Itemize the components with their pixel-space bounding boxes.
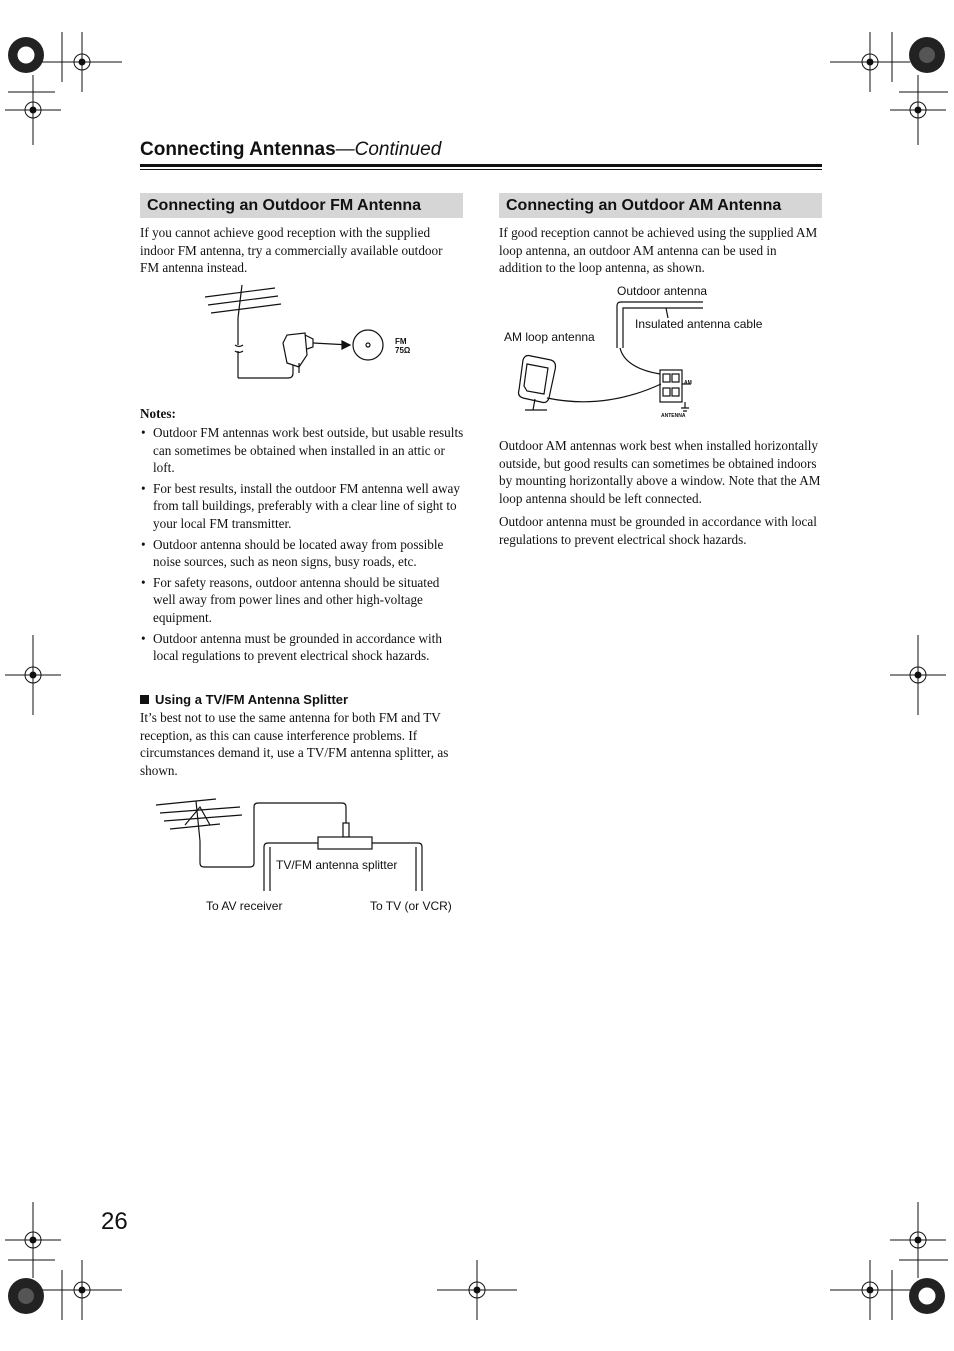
outdoor-antenna-label: Outdoor antenna	[617, 284, 708, 298]
am-paragraph-2: Outdoor antenna must be grounded in accordance with local regulations to prevent electrical shock hazards.	[499, 514, 817, 547]
notes-list	[140, 424, 465, 665]
square-bullet-icon	[140, 695, 149, 704]
to-tv-label: To TV (or VCR)	[370, 899, 452, 913]
note-item: • Outdoor antenna should be located away from possible noise sources, such as neon signs, busy roads, etc.	[140, 536, 465, 571]
notes-block	[140, 406, 465, 668]
title-continued: —Continued	[335, 139, 442, 160]
splitter-label: TV/FM antenna splitter	[276, 858, 398, 872]
fm-terminal-ohm: 75Ω	[395, 346, 411, 355]
splitter-heading-text: Using a TV/FM Antenna Splitter	[155, 692, 349, 707]
terminal-am-label: AM	[684, 380, 692, 386]
fm-antenna-diagram	[195, 283, 425, 388]
fm-section-heading: Connecting an Outdoor FM Antenna	[140, 193, 463, 218]
terminal-antenna-label: ANTENNA	[661, 413, 686, 419]
insulated-cable-label: Insulated antenna cable	[635, 317, 763, 331]
fm-intro: If you cannot achieve good reception with the supplied indoor FM antenna, try a commercially available outdoor FM antenna instead.	[140, 225, 443, 276]
am-loop-label: AM loop antenna	[504, 330, 595, 344]
header-rule	[140, 164, 822, 167]
splitter-heading	[140, 692, 348, 707]
fm-terminal-label: FM	[395, 337, 407, 346]
header-rule-thin	[140, 169, 822, 170]
splitter-text: It’s best not to use the same antenna for both FM and TV reception, as this can cause interference problems. If circumstances demand it, use a TV/FM antenna splitter, as shown.	[140, 710, 449, 778]
notes-title: Notes:	[140, 406, 176, 421]
title-text: Connecting Antennas	[140, 139, 336, 160]
note-item: • Outdoor FM antennas work best outside, but usable results can sometimes be obtained when installed in an attic or loft.	[140, 424, 465, 477]
page-title	[140, 139, 441, 161]
to-av-receiver-label: To AV receiver	[206, 899, 283, 913]
am-section-heading: Connecting an Outdoor AM Antenna	[499, 193, 822, 218]
page-number: 26	[101, 1208, 128, 1235]
note-item: • Outdoor antenna must be grounded in accordance with local regulations to prevent electrical shock hazards.	[140, 630, 465, 665]
splitter-diagram	[150, 795, 440, 900]
note-item: • For safety reasons, outdoor antenna should be situated well away from power lines and other high-voltage equipment.	[140, 574, 465, 627]
am-paragraph-1: Outdoor AM antennas work best when installed horizontally outside, but good results can sometimes be obtained indoors by mounting horizontally above a window. Note that the AM loop antenna should be left connected.	[499, 438, 821, 506]
am-intro: If good reception cannot be achieved using the supplied AM loop antenna, an outdoor AM antenna can be used in addition to the loop antenna, as shown.	[499, 225, 818, 276]
note-item: • For best results, install the outdoor FM antenna well away from tall buildings, preferably with a clear line of sight to your local FM transmitter.	[140, 480, 465, 533]
